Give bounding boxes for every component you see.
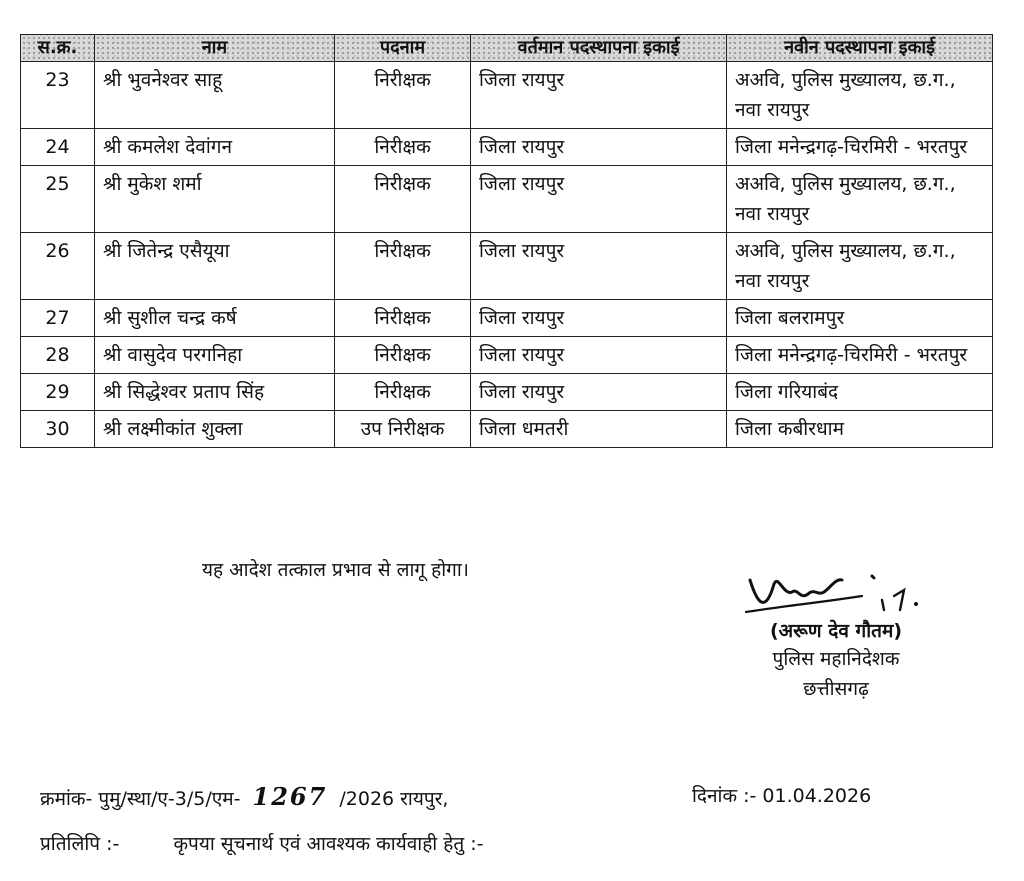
cell-current-unit: जिला रायपुर (471, 166, 727, 233)
cell-name: श्री मुकेश शर्मा (95, 166, 335, 233)
header-current-unit: वर्तमान पदस्थापना इकाई (471, 35, 727, 62)
table-row (21, 300, 993, 337)
header-serial: स.क्र. (21, 35, 95, 62)
cell-current-unit: जिला रायपुर (471, 337, 727, 374)
cell-current-unit: जिला रायपुर (471, 233, 727, 300)
signatory-name: (अरूण देव गौतम) (769, 620, 903, 642)
cell-name: श्री लक्ष्मीकांत शुक्ला (95, 411, 335, 448)
cell-current-unit: जिला धमतरी (471, 411, 727, 448)
cell-serial: 26 (21, 233, 95, 300)
cell-new-unit: जिला मनेन्द्रगढ़-चिरमिरी - भरतपुर (727, 337, 993, 374)
cell-designation: उप निरीक्षक (335, 411, 471, 448)
table-row (21, 62, 993, 129)
cell-name: श्री सिद्धेश्वर प्रताप सिंह (95, 374, 335, 411)
cell-serial: 30 (21, 411, 95, 448)
handwritten-signature (744, 566, 934, 622)
header-designation: पदनाम (335, 35, 471, 62)
header-name: नाम (95, 35, 335, 62)
cell-designation: निरीक्षक (335, 166, 471, 233)
cell-designation: निरीक्षक (335, 337, 471, 374)
reference-number: 1267 (252, 782, 328, 811)
reference-line (40, 782, 872, 811)
cell-current-unit: जिला रायपुर (471, 374, 727, 411)
effect-statement: यह आदेश तत्काल प्रभाव से लागू होगा। (202, 559, 469, 581)
table-row (21, 337, 993, 374)
cell-new-unit: जिला कबीरधाम (727, 411, 993, 448)
cell-designation: निरीक्षक (335, 300, 471, 337)
cell-current-unit: जिला रायपुर (471, 300, 727, 337)
cell-designation: निरीक्षक (335, 129, 471, 166)
reference-date: दिनांक :- 01.04.2026 (692, 785, 872, 807)
cell-name: श्री सुशील चन्द्र कर्ष (95, 300, 335, 337)
cell-name: श्री कमलेश देवांगन (95, 129, 335, 166)
cell-designation: निरीक्षक (335, 62, 471, 129)
table-row (21, 233, 993, 300)
transfer-table (20, 34, 993, 448)
cell-serial: 25 (21, 166, 95, 233)
cell-current-unit: जिला रायपुर (471, 129, 727, 166)
cell-new-unit: अअवि, पुलिस मुख्यालय, छ.ग., नवा रायपुर (727, 166, 993, 233)
cell-designation: निरीक्षक (335, 374, 471, 411)
reference-prefix: क्रमांक- पुमु/स्था/ए-3/5/एम- (40, 788, 241, 810)
signatory-state: छत्तीसगढ़ (803, 678, 869, 700)
reference-suffix: /2026 रायपुर, (339, 788, 449, 810)
copy-label: प्रतिलिपि :- (40, 833, 120, 855)
table-row (21, 129, 993, 166)
table-row (21, 411, 993, 448)
signature-block (736, 566, 936, 704)
cell-new-unit: जिला गरियाबंद (727, 374, 993, 411)
cell-name: श्री जितेन्द्र एसैयूया (95, 233, 335, 300)
cell-new-unit: अअवि, पुलिस मुख्यालय, छ.ग., नवा रायपुर (727, 233, 993, 300)
cell-serial: 24 (21, 129, 95, 166)
cell-new-unit: अअवि, पुलिस मुख्यालय, छ.ग., नवा रायपुर (727, 62, 993, 129)
cell-designation: निरीक्षक (335, 233, 471, 300)
header-new-unit: नवीन पदस्थापना इकाई (727, 35, 993, 62)
cell-serial: 28 (21, 337, 95, 374)
cell-serial: 29 (21, 374, 95, 411)
table-row (21, 374, 993, 411)
signatory-designation: पुलिस महानिदेशक (772, 648, 900, 670)
cell-new-unit: जिला मनेन्द्रगढ़-चिरमिरी - भरतपुर (727, 129, 993, 166)
cell-serial: 27 (21, 300, 95, 337)
table-row (21, 166, 993, 233)
cell-name: श्री वासुदेव परगनिहा (95, 337, 335, 374)
copy-line (40, 830, 483, 856)
copy-text: कृपया सूचनार्थ एवं आवश्यक कार्यवाही हेतु :- (173, 833, 484, 855)
cell-name: श्री भुवनेश्वर साहू (95, 62, 335, 129)
table-header-row (21, 35, 993, 62)
cell-current-unit: जिला रायपुर (471, 62, 727, 129)
cell-new-unit: जिला बलरामपुर (727, 300, 993, 337)
cell-serial: 23 (21, 62, 95, 129)
